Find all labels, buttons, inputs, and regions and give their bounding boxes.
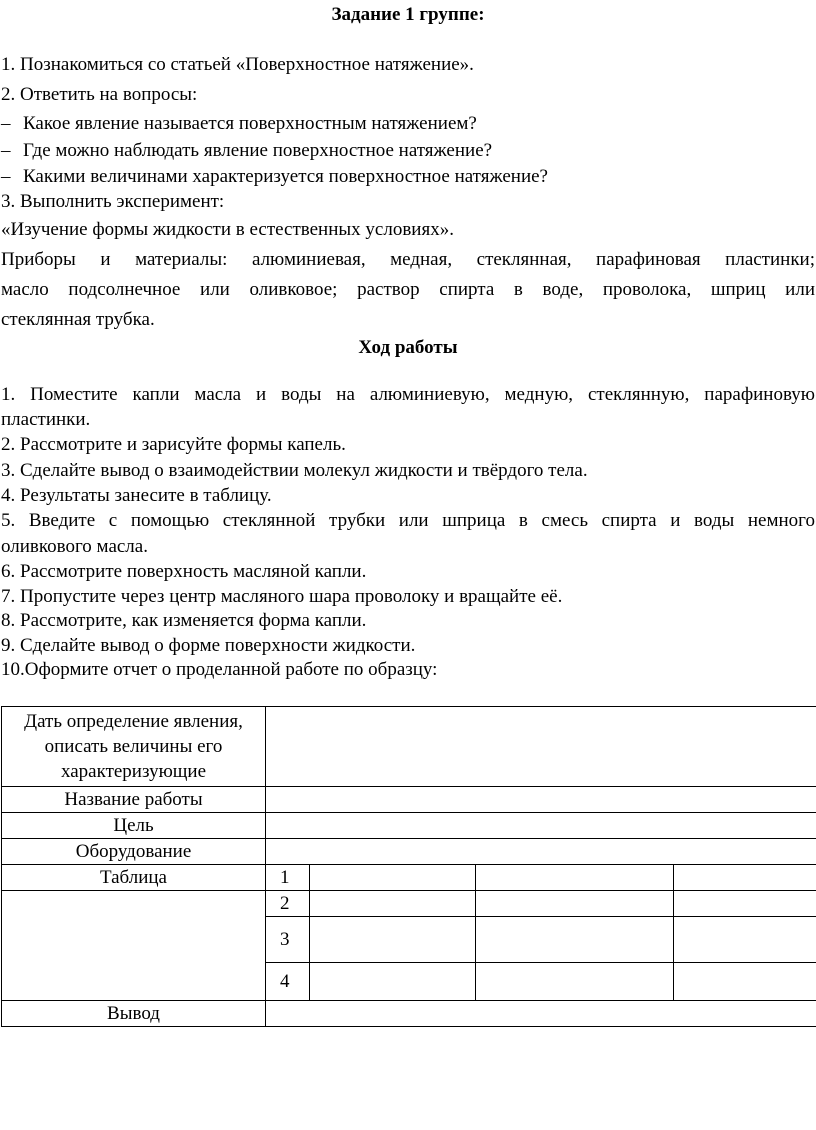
table-row xyxy=(2,813,816,839)
document-title: Задание 1 группе: xyxy=(331,4,485,25)
work-name-answer-cell xyxy=(266,787,816,813)
results-cell xyxy=(674,917,816,963)
results-cell xyxy=(310,963,476,1001)
definition-answer-cell xyxy=(266,707,816,787)
table-row xyxy=(2,707,816,787)
question-2-text: Где можно наблюдать явление поверхностное натяжение? xyxy=(23,140,493,161)
dash-marker: – xyxy=(1,140,11,161)
dash-marker: – xyxy=(1,113,11,134)
dash-marker: – xyxy=(1,166,11,187)
row-number-cell: 1 xyxy=(266,865,310,891)
question-2 xyxy=(1,140,492,162)
step-4: 4. Результаты занесите в таблицу. xyxy=(1,485,272,506)
table-row xyxy=(2,891,816,917)
definition-label-cell: Дать определение явления, описать величины его характеризующие xyxy=(2,707,266,787)
results-cell xyxy=(476,865,674,891)
results-cell xyxy=(310,865,476,891)
conclusion-answer-cell xyxy=(266,1001,816,1027)
conclusion-label-cell: Вывод xyxy=(2,1001,266,1027)
step-1-cont: пластинки. xyxy=(1,409,91,430)
task-2: 2. Ответить на вопросы: xyxy=(1,84,198,105)
goal-answer-cell xyxy=(266,813,816,839)
step-5-cont: оливкового масла. xyxy=(1,536,148,557)
equipment-answer-cell xyxy=(266,839,816,865)
step-2: 2. Рассмотрите и зарисуйте формы капель. xyxy=(1,434,346,455)
results-cell xyxy=(674,865,816,891)
question-1 xyxy=(1,113,477,135)
materials-line-2: масло подсолнечное или оливковое; раствор спирта в воде, проволока, шприц или xyxy=(1,279,815,300)
table-row xyxy=(2,1001,816,1027)
results-cell xyxy=(476,963,674,1001)
goal-label-cell: Цель xyxy=(2,813,266,839)
question-3-text: Какими величинами характеризуется поверхностное натяжение? xyxy=(23,166,548,187)
materials-line-3: стеклянная трубка. xyxy=(1,309,155,330)
table-row xyxy=(2,839,816,865)
task-3: 3. Выполнить эксперимент: xyxy=(1,191,225,212)
step-5: 5. Введите с помощью стеклянной трубки или шприца в смесь спирта и воды немного xyxy=(1,510,815,531)
equipment-label-cell: Оборудование xyxy=(2,839,266,865)
step-10: 10.Оформите отчет о проделанной работе по образцу: xyxy=(1,659,438,680)
results-cell xyxy=(476,891,674,917)
materials-line-1: Приборы и материалы: алюминиевая, медная, стеклянная, парафиновая пластинки; xyxy=(1,249,815,270)
results-cell xyxy=(310,891,476,917)
results-cell xyxy=(310,917,476,963)
work-name-label-cell: Название работы xyxy=(2,787,266,813)
step-7: 7. Пропустите через центр масляного шара проволоку и вращайте её. xyxy=(1,586,563,607)
step-9: 9. Сделайте вывод о форме поверхности жидкости. xyxy=(1,635,416,656)
step-3: 3. Сделайте вывод о взаимодействии молекул жидкости и твёрдого тела. xyxy=(1,460,588,481)
step-8: 8. Рассмотрите, как изменяется форма капли. xyxy=(1,610,367,631)
report-template-table xyxy=(1,706,816,1027)
question-3 xyxy=(1,166,548,188)
experiment-title: «Изучение формы жидкости в естественных условиях». xyxy=(1,219,454,240)
table-drawing-cell xyxy=(2,891,266,1001)
step-6: 6. Рассмотрите поверхность масляной капли. xyxy=(1,561,367,582)
task-1: 1. Познакомиться со статьей «Поверхностное натяжение». xyxy=(1,54,474,75)
row-number-cell: 2 xyxy=(266,891,310,917)
procedure-heading: Ход работы xyxy=(358,337,458,358)
table-row xyxy=(2,787,816,813)
step-1: 1. Поместите капли масла и воды на алюминиевую, медную, стеклянную, парафиновую xyxy=(1,384,815,405)
question-1-text: Какое явление называется поверхностным натяжением? xyxy=(23,113,477,134)
results-cell xyxy=(674,963,816,1001)
table-row xyxy=(2,865,816,891)
results-cell xyxy=(476,917,674,963)
row-number-cell: 3 xyxy=(266,917,310,963)
row-number-cell: 4 xyxy=(266,963,310,1001)
results-cell xyxy=(674,891,816,917)
table-label-cell: Таблица xyxy=(2,865,266,891)
